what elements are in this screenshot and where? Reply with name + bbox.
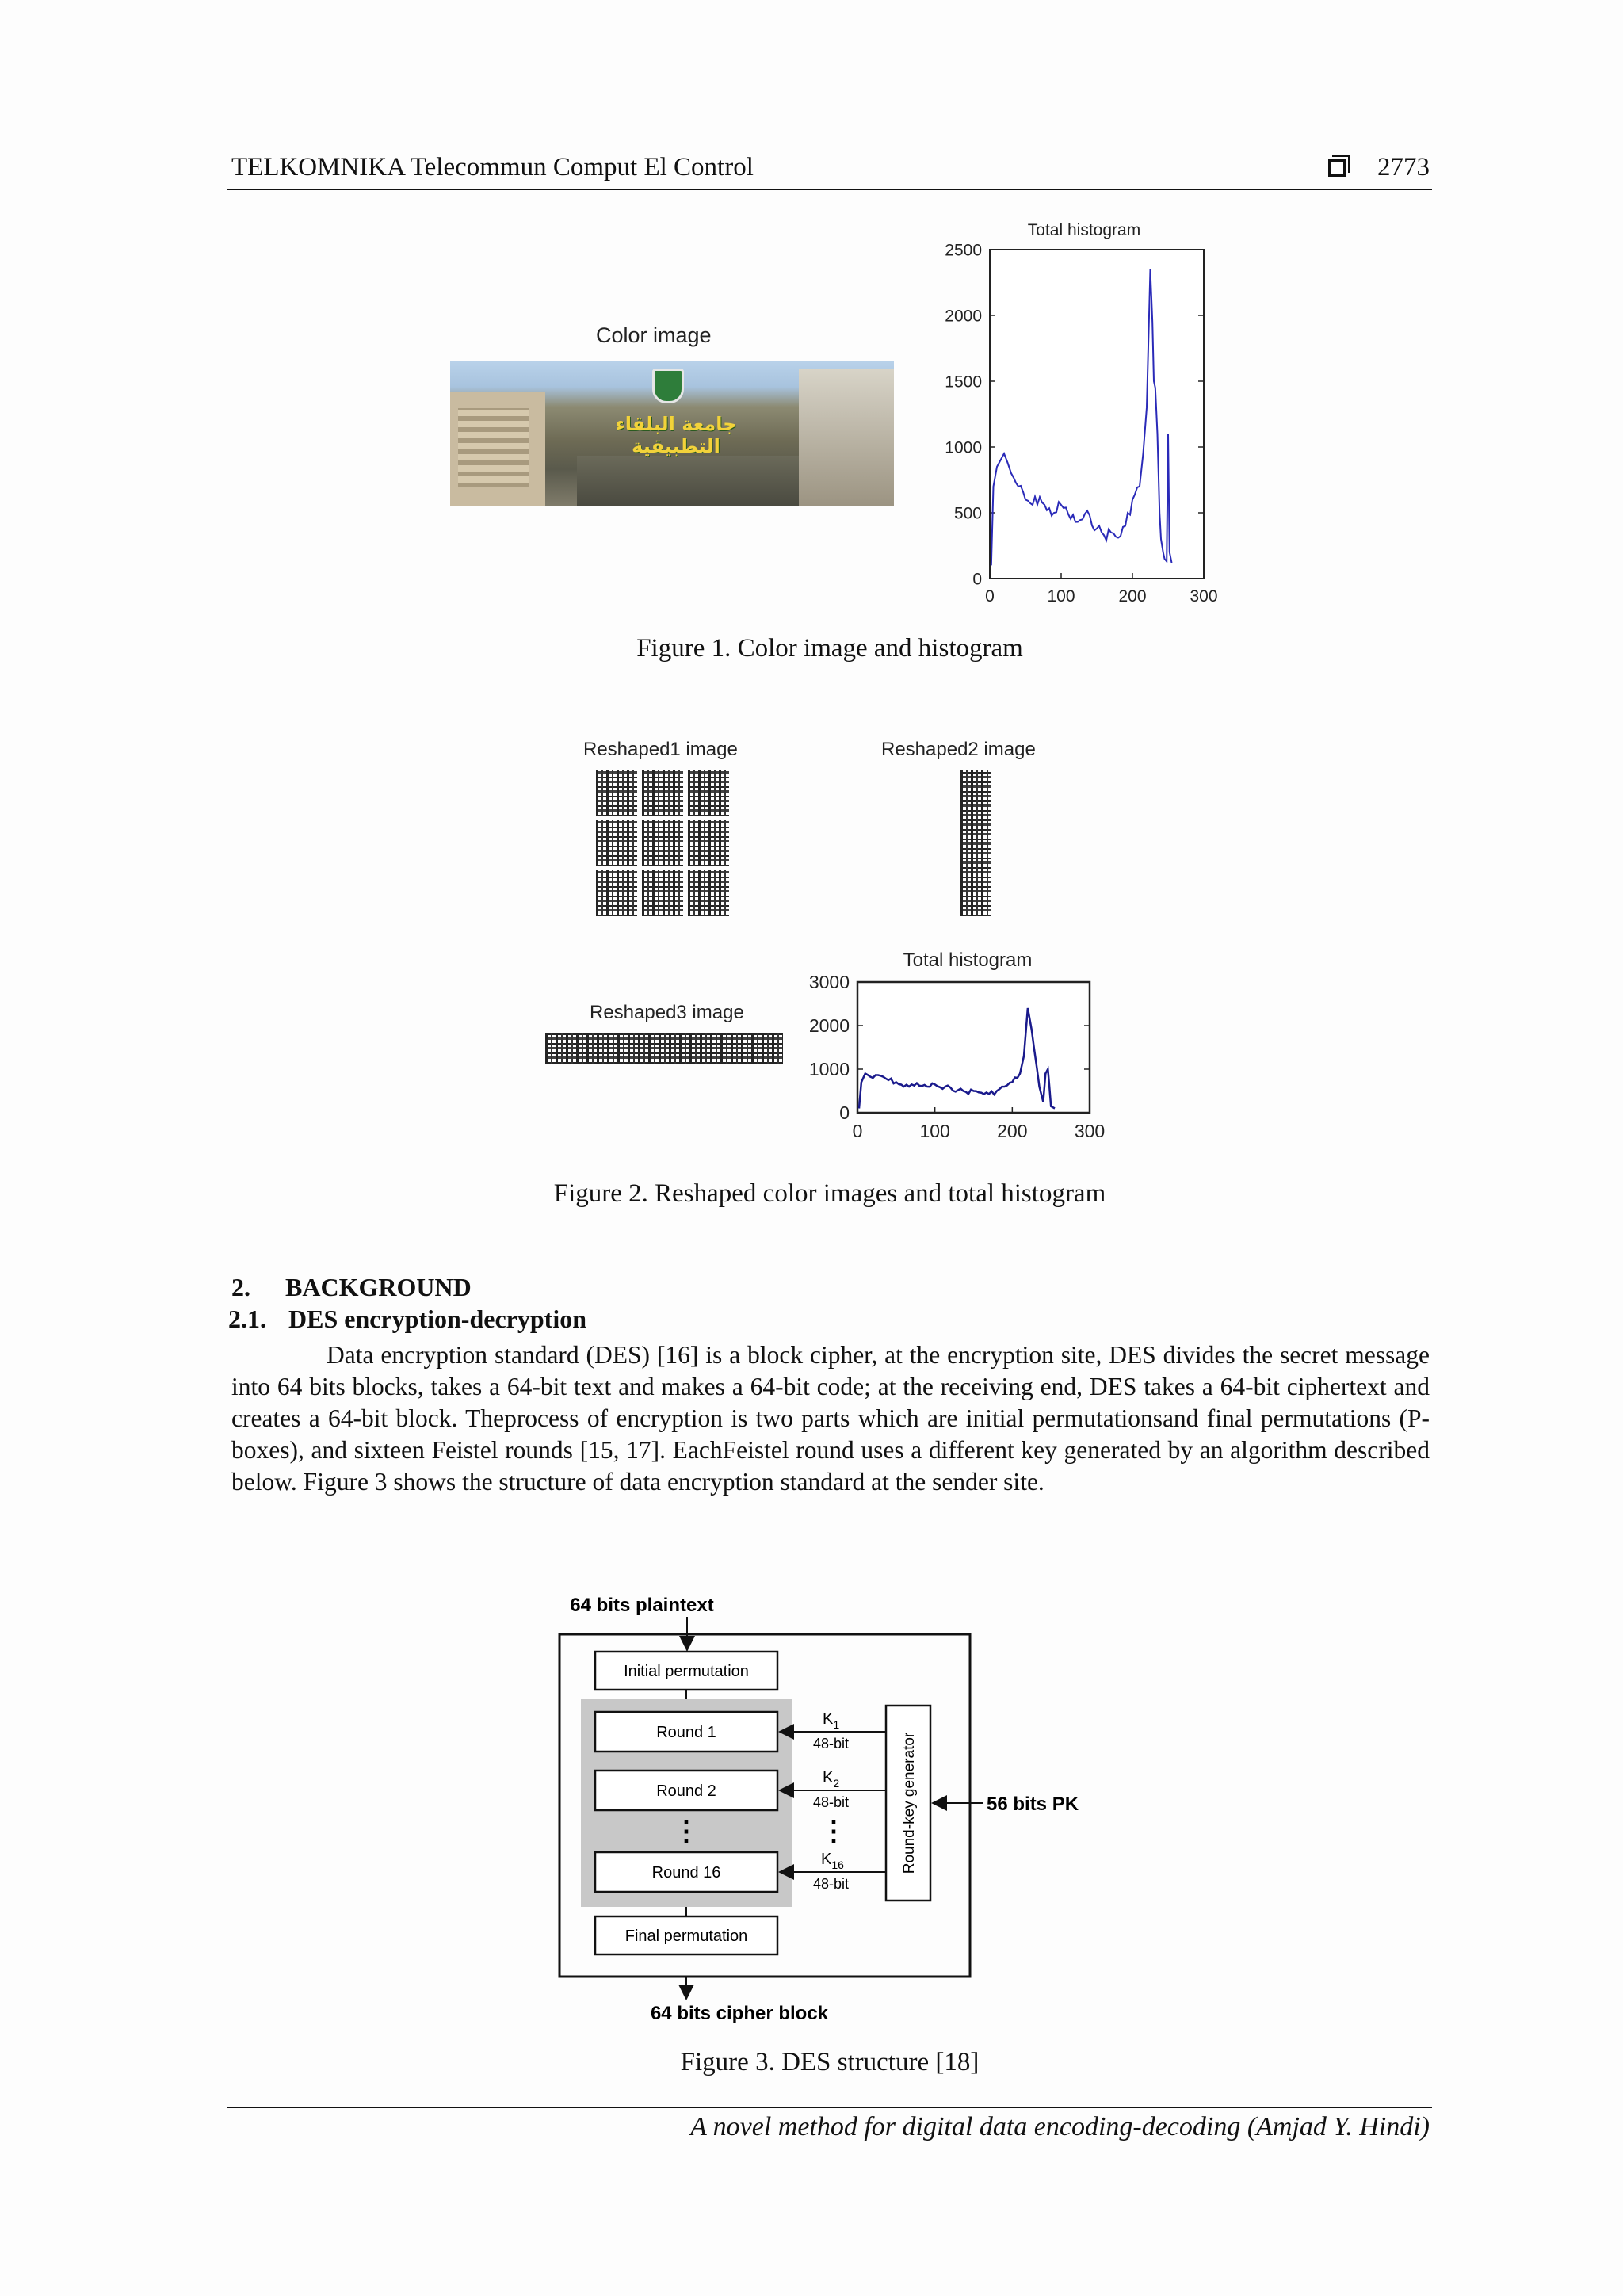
pk-label: 56 bits PK — [987, 1794, 1079, 1815]
reshaped1-tile — [642, 820, 683, 866]
footer-rule — [227, 2107, 1432, 2108]
key1-bits-label: 48-bit — [813, 1736, 850, 1752]
subsection-heading — [228, 1305, 586, 1334]
reshaped2-label: Reshaped2 image — [881, 739, 1036, 760]
figure1-histogram-title: Total histogram — [1027, 221, 1141, 239]
cipher-output-label: 64 bits cipher block — [650, 2003, 829, 2024]
f2-y-tick-label: 3000 — [808, 972, 850, 993]
reshaped1-tile — [688, 770, 729, 816]
round16-label: Round 16 — [651, 1864, 721, 1881]
key2-subscript: 2 — [833, 1777, 840, 1790]
running-header-title: TELKOMNIKA Telecommun Comput El Control — [231, 153, 754, 181]
figure2-histogram — [785, 947, 1117, 1145]
figure2-caption: Figure 2. Reshaped color images and total histogram — [553, 1179, 1106, 1208]
f1-x-tick-label: 300 — [1190, 587, 1218, 606]
body-paragraph-container — [231, 1339, 1430, 1498]
key1-letter: K — [823, 1710, 834, 1728]
header-rule — [227, 189, 1432, 190]
reshaped1-tile — [642, 870, 683, 916]
f2-x-tick-label: 0 — [852, 1121, 863, 1141]
f1-y-tick-label: 1000 — [945, 438, 982, 457]
key16-bits-label: 48-bit — [813, 1876, 850, 1892]
reshaped3-label: Reshaped3 image — [590, 1002, 744, 1023]
color-image-photo — [450, 361, 894, 506]
page-number: 2773 — [1377, 153, 1430, 181]
rounds-ellipsis: ⋮ — [673, 1817, 700, 1847]
section-number: 2. — [231, 1273, 250, 1301]
key16-letter: K — [821, 1851, 832, 1868]
section-heading — [231, 1273, 472, 1302]
reshaped3-image — [545, 1033, 783, 1064]
reshaped1-tile — [642, 770, 683, 816]
f1-y-tick-label: 0 — [972, 570, 982, 589]
university-logo-icon — [652, 369, 684, 403]
figure1-histogram — [911, 214, 1228, 610]
subsection-number: 2.1. — [228, 1305, 266, 1333]
key16-symbol — [821, 1851, 844, 1871]
color-image-label: Color image — [596, 323, 712, 347]
f1-x-tick-label: 0 — [985, 587, 995, 606]
reshaped1-image — [596, 770, 729, 916]
figure1-caption: Figure 1. Color image and histogram — [636, 634, 1023, 663]
f1-x-tick-label: 200 — [1118, 587, 1147, 606]
figure2-plot-frame — [857, 982, 1090, 1113]
section-title: BACKGROUND — [285, 1273, 472, 1301]
round1-label: Round 1 — [656, 1724, 716, 1741]
f1-y-tick-label: 2000 — [945, 307, 982, 326]
f2-y-tick-label: 2000 — [808, 1015, 850, 1037]
f1-x-tick-label: 100 — [1047, 587, 1075, 606]
f2-x-tick-label: 200 — [997, 1121, 1028, 1141]
reshaped1-tile — [596, 770, 637, 816]
round-key-generator-label: Round-key generator — [901, 1732, 918, 1874]
keys-ellipsis: ⋮ — [820, 1817, 847, 1847]
round2-label: Round 2 — [656, 1782, 716, 1800]
key1-subscript: 1 — [833, 1718, 840, 1731]
key2-letter: K — [823, 1769, 834, 1786]
f1-y-tick-label: 500 — [953, 504, 982, 523]
running-header-right — [1328, 153, 1430, 182]
reshaped1-tile — [596, 870, 637, 916]
f2-y-tick-label: 1000 — [808, 1059, 850, 1080]
f1-y-tick-label: 2500 — [945, 241, 982, 260]
key2-symbol — [823, 1769, 839, 1790]
university-logo-text: جامعة البلقاء التطبيقية — [615, 413, 737, 457]
subsection-title: DES encryption-decryption — [288, 1305, 586, 1333]
reshaped2-image — [960, 770, 991, 916]
reshaped1-tile — [596, 820, 637, 866]
f2-y-tick-label: 0 — [839, 1102, 850, 1124]
key16-subscript: 16 — [831, 1859, 844, 1871]
reshaped1-tile — [688, 870, 729, 916]
checkbox-glyph-icon — [1328, 159, 1346, 177]
final-permutation-label: Final permutation — [624, 1927, 748, 1945]
initial-permutation-label: Initial permutation — [624, 1663, 749, 1680]
f2-x-tick-label: 100 — [919, 1121, 950, 1141]
key2-bits-label: 48-bit — [813, 1794, 850, 1810]
f1-y-tick-label: 1500 — [945, 372, 982, 392]
figure3-caption: Figure 3. DES structure [18] — [680, 2048, 980, 2076]
plaintext-input-label: 64 bits plaintext — [570, 1595, 714, 1616]
reshaped1-tile — [688, 820, 729, 866]
key1-symbol — [823, 1710, 839, 1731]
figure2-histogram-title: Total histogram — [903, 949, 1033, 971]
reshaped1-label: Reshaped1 image — [583, 739, 738, 760]
figure3-des-diagram — [539, 1585, 1109, 2029]
running-footer: A novel method for digital data encoding-decoding (Amjad Y. Hindi) — [689, 2112, 1430, 2141]
f2-x-tick-label: 300 — [1074, 1121, 1106, 1141]
body-paragraph: Data encryption standard (DES) [16] is a block cipher, at the encryption site, DES divides the secret message into 64 bits blocks, takes a 64-bit text and makes a 64-bit code; at the receiving end, DES takes a 64-bit ciphertext and creates a 64-bit block. Theprocess of encryption is two parts which are initial permutationsand final permutations (P-boxes), and sixteen Feistel rounds [15, 17]. EachFeistel round uses a different key generated by an algorithm described below. Figure 3 shows the structure of data encryption standard at the sender site. — [231, 1341, 1430, 1496]
